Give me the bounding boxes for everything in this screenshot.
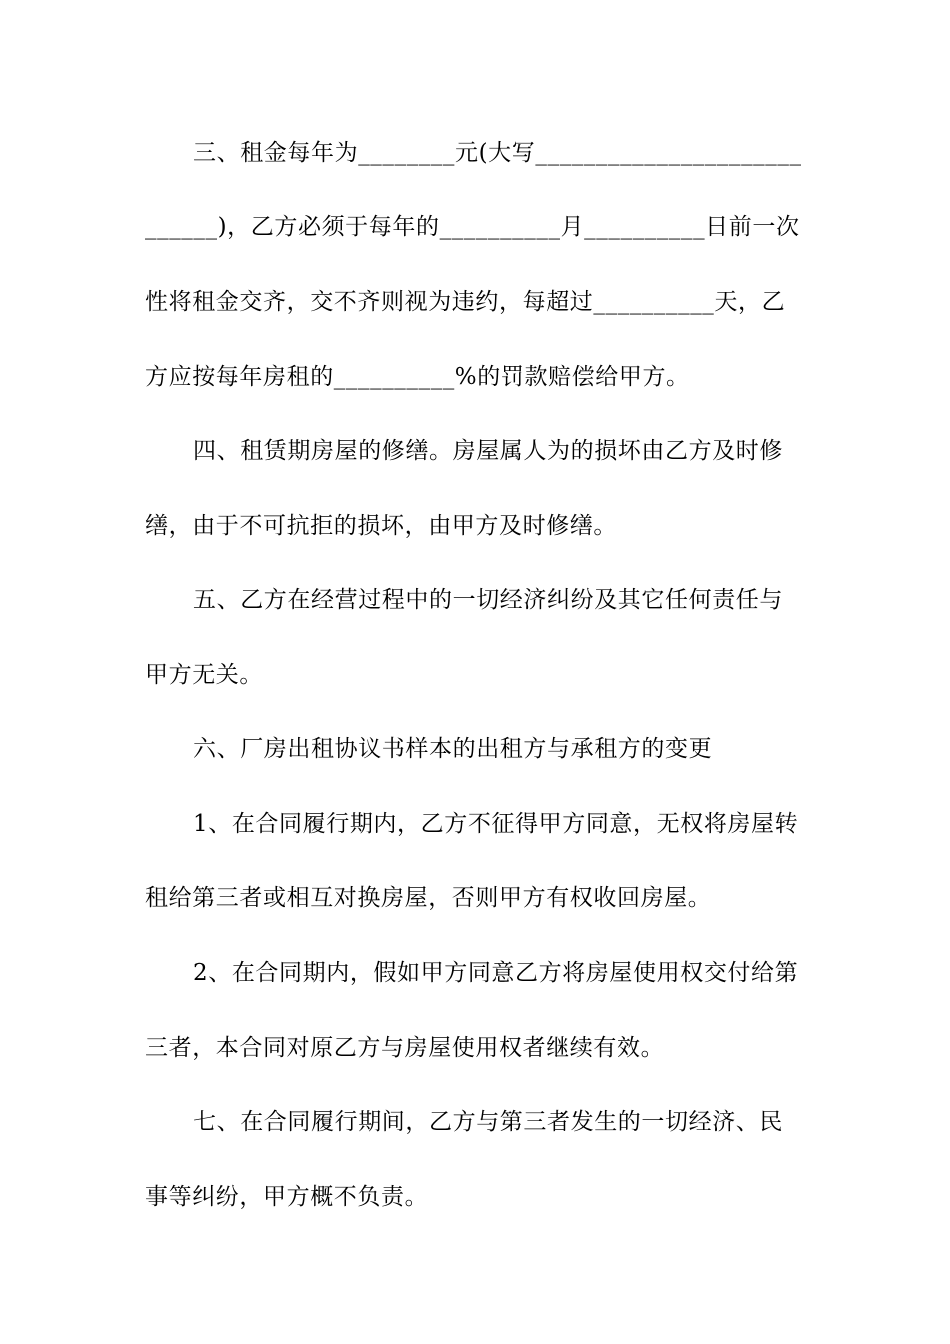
text-line: 甲方无关。 bbox=[145, 662, 263, 688]
text-line: 方应按每年房租的__________%的罚款赔偿给甲方。 bbox=[145, 364, 690, 390]
text-line: 六、厂房出租协议书样本的出租方与承租方的变更 bbox=[193, 736, 713, 762]
text-line: 租给第三者或相互对换房屋，否则甲方有权收回房屋。 bbox=[145, 885, 712, 911]
text-line: 1、在合同履行期内，乙方不征得甲方同意，无权将房屋转 bbox=[193, 811, 799, 837]
text-line: 三者，本合同对原乙方与房屋使用权者继续有效。 bbox=[145, 1035, 665, 1061]
text-line: 五、乙方在经营过程中的一切经济纠纷及其它任何责任与 bbox=[193, 587, 783, 613]
text-line: ______)，乙方必须于每年的__________月__________日前一次 bbox=[145, 214, 800, 240]
text-line: 性将租金交齐，交不齐则视为违约，每超过__________天，乙 bbox=[145, 289, 786, 315]
text-line: 缮，由于不可抗拒的损坏，由甲方及时修缮。 bbox=[145, 513, 617, 539]
text-line: 四、租赁期房屋的修缮。房屋属人为的损坏由乙方及时修 bbox=[193, 438, 783, 464]
text-line: 三、租金每年为________元(大写______________________ bbox=[193, 140, 802, 166]
text-line: 2、在合同期内，假如甲方同意乙方将房屋使用权交付给第 bbox=[193, 960, 799, 986]
text-line: 七、在合同履行期间，乙方与第三者发生的一切经济、民 bbox=[193, 1109, 783, 1135]
text-line: 事等纠纷，甲方概不负责。 bbox=[145, 1184, 429, 1210]
